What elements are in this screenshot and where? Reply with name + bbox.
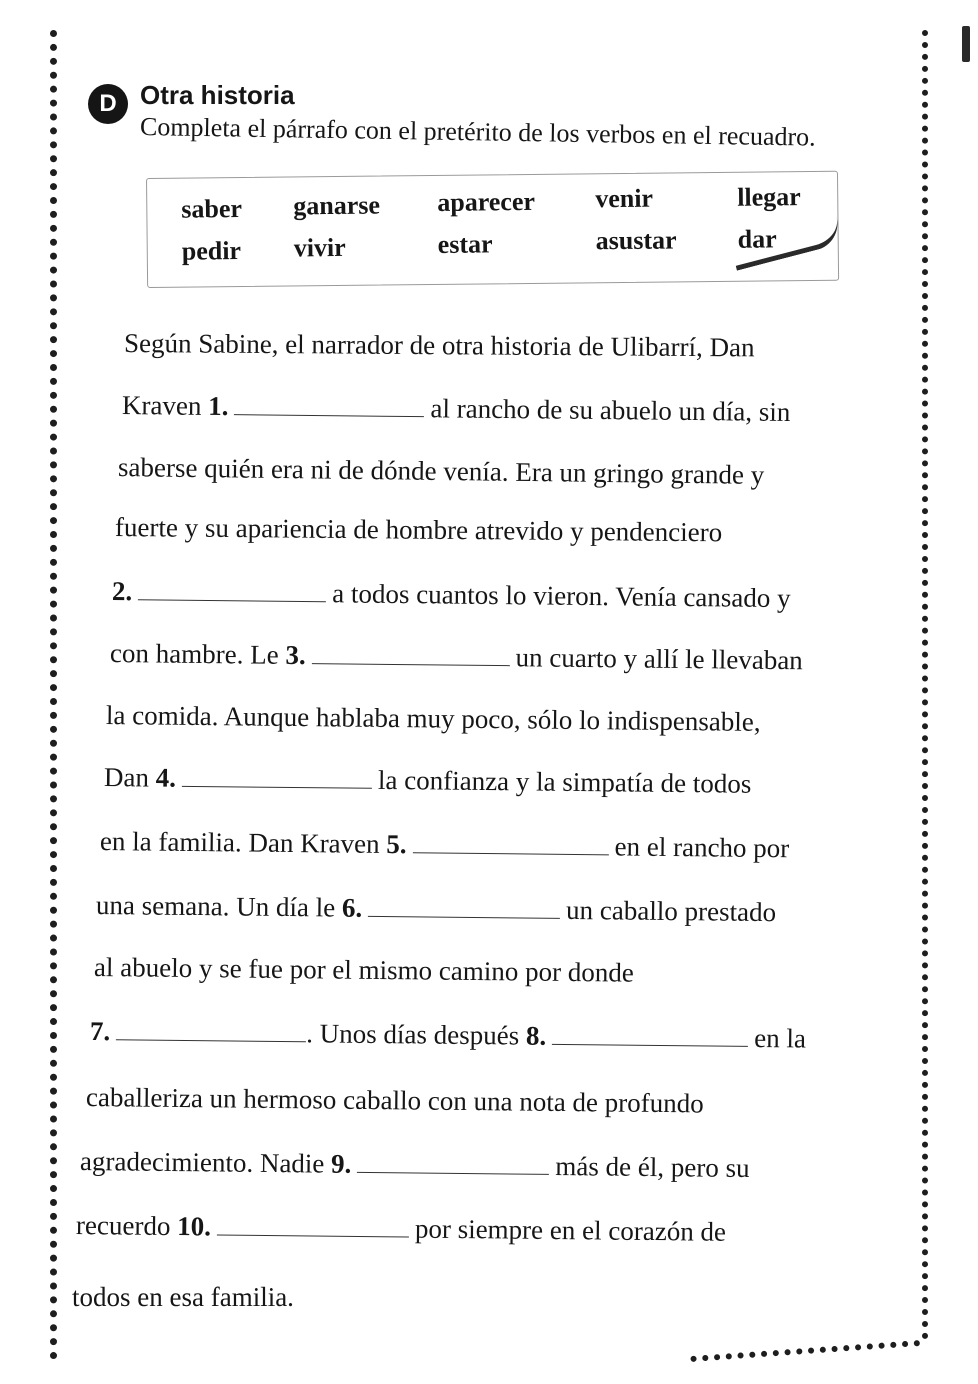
paragraph-line-11: al abuelo y se fue por el mismo camino por donde <box>93 952 634 988</box>
word-venir: venir <box>595 183 654 214</box>
perforated-left-border <box>50 30 57 1360</box>
word-asustar: asustar <box>595 225 677 256</box>
answer-blank-1[interactable] <box>234 408 424 417</box>
answer-blank-6[interactable] <box>368 910 560 919</box>
blank-number-10: 10. <box>177 1211 212 1242</box>
answer-blank-9[interactable] <box>357 1166 549 1175</box>
blank-number-8: 8. <box>525 1020 547 1051</box>
blank-number-9: 9. <box>330 1148 352 1179</box>
word-pedir: pedir <box>181 236 242 266</box>
paragraph-line-1: Según Sabine, el narrador de otra historia de Ulibarrí, Dan <box>123 328 755 363</box>
answer-blank-7[interactable] <box>116 1033 306 1042</box>
answer-blank-3[interactable] <box>312 657 510 666</box>
blank-number-6: 6. <box>341 892 363 923</box>
section-title: Otra historia <box>140 80 295 110</box>
answer-blank-8[interactable] <box>552 1038 748 1047</box>
answer-blank-5[interactable] <box>413 846 609 855</box>
blank-number-2: 2. <box>111 576 133 607</box>
paragraph-line-15: recuerdo 10. por siempre en el corazón de <box>75 1210 727 1247</box>
word-ganarse: ganarse <box>293 190 381 221</box>
word-estar: estar <box>437 229 493 259</box>
paragraph-line-7: la comida. Aunque hablaba muy poco, sólo lo indispensable, <box>105 700 761 737</box>
paragraph-line-5: 2. a todos cuantos lo vieron. Venía cansado y <box>111 576 791 614</box>
word-aparecer: aparecer <box>437 186 536 217</box>
paragraph-line-14: agradecimiento. Nadie 9. más de él, pero su <box>79 1146 750 1184</box>
blank-number-5: 5. <box>386 828 407 860</box>
paragraph-line-2: Kraven 1. al rancho de su abuelo un día, sin <box>121 390 791 427</box>
answer-blank-10[interactable] <box>217 1228 409 1237</box>
perforated-bottom-border <box>690 1340 920 1362</box>
page-edge-mark <box>962 26 970 62</box>
perforated-right-border <box>922 30 928 1340</box>
blank-number-4: 4. <box>155 762 177 793</box>
paragraph-line-4: fuerte y su apariencia de hombre atrevido y pendenciero <box>114 512 723 548</box>
paragraph-line-10: una semana. Un día le 6. un caballo prestado <box>95 890 777 928</box>
answer-blank-2[interactable] <box>138 593 326 602</box>
blank-number-3: 3. <box>285 639 306 671</box>
blank-number-1: 1. <box>208 390 229 422</box>
word-saber: saber <box>181 193 243 224</box>
instructions: Completa el párrafo con el pretérito de los verbos en el recuadro. <box>139 112 816 152</box>
word-dar: dar <box>737 224 777 254</box>
paragraph-line-6: con hambre. Le 3. un cuarto y allí le llevaban <box>109 638 803 676</box>
word-llegar: llegar <box>737 182 801 212</box>
answer-blank-4[interactable] <box>182 780 372 789</box>
paragraph-line-12: 7. . Unos días después 8. en la <box>89 1016 807 1054</box>
word-vivir: vivir <box>293 232 346 263</box>
paragraph-line-16: todos en esa familia. <box>72 1282 294 1312</box>
paragraph-line-13: caballeriza un hermoso caballo con una nota de profundo <box>85 1082 704 1119</box>
paragraph-line-8: Dan 4. la confianza y la simpatía de todos <box>103 762 752 799</box>
blank-number-7: 7. <box>89 1016 111 1047</box>
section-badge: D <box>88 84 128 124</box>
paragraph-line-9: en la familia. Dan Kraven 5. en el rancho por <box>99 826 790 864</box>
verb-word-box <box>146 171 839 288</box>
paragraph-line-3: saberse quién era ni de dónde venía. Era un gringo grande y <box>117 452 765 490</box>
